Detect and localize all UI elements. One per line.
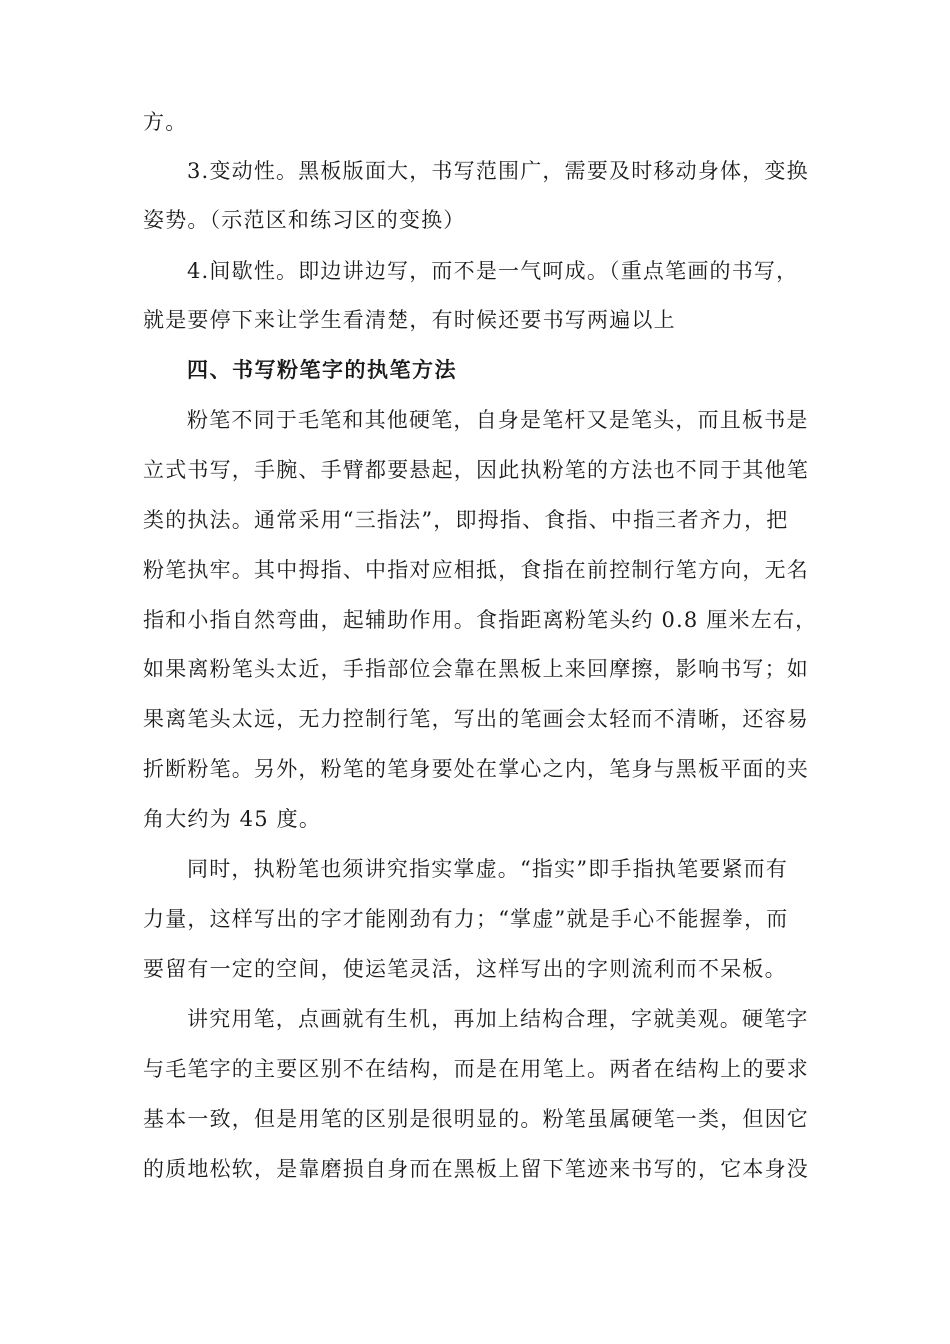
text-line: 类的执法。通常采用“三指法”，即拇指、食指、中指三者齐力，把 [143, 508, 789, 532]
paragraph-first-line: 同时，执粉笔也须讲究指实掌虚。“指实”即手指执笔要紧而有 [187, 857, 789, 881]
paragraph-first-line: 粉笔不同于毛笔和其他硬笔，自身是笔杆又是笔头，而且板书是 [187, 408, 809, 432]
text-line: 果离笔头太远，无力控制行笔，写出的笔画会太轻而不清晰，还容易 [143, 707, 809, 731]
text-line: 粉笔执牢。其中拇指、中指对应相抵，食指在前控制行笔方向，无名 [143, 558, 809, 582]
text-line: 姿势。（示范区和练习区的变换） [143, 208, 466, 232]
paragraph-first-line: 讲究用笔，点画就有生机，再加上结构合理，字就美观。硬笔字 [187, 1007, 809, 1031]
text-line: 方。 [143, 110, 188, 134]
text-line: 基本一致，但是用笔的区别是很明显的。粉笔虽属硬笔一类，但因它 [143, 1107, 809, 1131]
text-line: 指和小指自然弯曲，起辅助作用。食指距离粉笔头约 0.8 厘米左右， [143, 608, 818, 632]
list-item-4-line: 4.间歇性。即边讲边写，而不是一气呵成。（重点笔画的书写， [187, 259, 799, 283]
text-line: 立式书写，手腕、手臂都要悬起，因此执粉笔的方法也不同于其他笔 [143, 458, 809, 482]
section-heading: 四、书写粉笔字的执笔方法 [187, 357, 457, 382]
text-line: 与毛笔字的主要区别不在结构，而是在用笔上。两者在结构上的要求 [143, 1057, 809, 1081]
text-line: 要留有一定的空间，使运笔灵活，这样写出的字则流利而不呆板。 [143, 957, 787, 981]
list-item-3-line: 3.变动性。黑板版面大，书写范围广，需要及时移动身体，变换 [187, 159, 809, 183]
text-line: 的质地松软，是靠磨损自身而在黑板上留下笔迹来书写的，它本身没 [143, 1157, 809, 1181]
text-line: 就是要停下来让学生看清楚，有时候还要书写两遍以上 [143, 308, 676, 332]
text-line: 折断粉笔。另外，粉笔的笔身要处在掌心之内，笔身与黑板平面的夹 [143, 757, 809, 781]
text-line: 角大约为 45 度。 [143, 807, 322, 831]
text-line: 力量，这样写出的字才能刚劲有力；“掌虚”就是手心不能握拳，而 [143, 907, 789, 931]
text-line: 如果离粉笔头太近，手指部位会靠在黑板上来回摩擦，影响书写；如 [143, 657, 809, 681]
